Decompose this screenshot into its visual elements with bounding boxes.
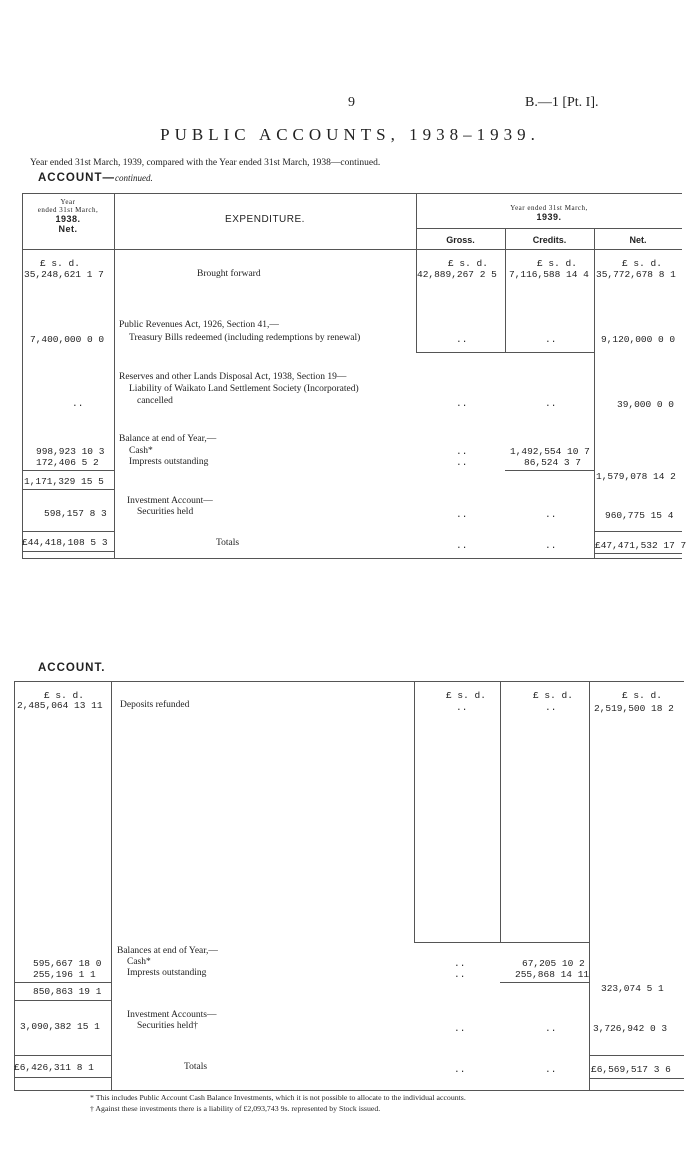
prev-value: 595,667 18 0 [33, 958, 102, 969]
credits-value: 255,868 14 11 [515, 969, 590, 980]
subtotal-rule [14, 1000, 111, 1001]
row-label: Securities held [137, 507, 194, 517]
net-value: 960,775 15 4 [605, 510, 674, 521]
page-number: 9 [348, 95, 355, 110]
unit-label: £ s. d. [44, 690, 84, 701]
row-label: Totals [216, 538, 240, 548]
unit-label: £ s. d. [622, 690, 662, 701]
net-value: 39,000 0 0 [617, 399, 675, 410]
table1-header-rule [22, 249, 682, 250]
unit-label: £ s. d. [448, 258, 488, 269]
net-value: 1,579,078 14 2 [596, 471, 676, 482]
table2-col-rule [589, 681, 590, 1091]
table2-left-rule [14, 681, 15, 1091]
page-title: PUBLIC ACCOUNTS, 1938–1939. [160, 125, 540, 144]
table1-box-rule [416, 352, 594, 353]
credits-value: .. [545, 1023, 557, 1034]
subtotal-rule [14, 982, 111, 983]
credits-value: 86,524 3 7 [524, 457, 582, 468]
subtotal-rule [22, 489, 114, 490]
gross-value: .. [454, 958, 466, 969]
gross-value: .. [456, 334, 468, 345]
row-label: Liability of Waikato Land Settlement Society (Incorporated) [129, 384, 359, 394]
row-label: Balances at end of Year,— [117, 946, 218, 956]
credits-value: 67,205 10 2 [522, 958, 585, 969]
table2-col-rule [111, 681, 112, 1091]
prev-total: £6,426,311 8 1 [14, 1062, 94, 1073]
table2-top-rule [14, 681, 684, 682]
net-value: 2,519,500 18 2 [594, 703, 674, 714]
row-label: Public Revenues Act, 1926, Section 41,— [119, 320, 279, 330]
section-heading-1: ACCOUNT—continued. [38, 172, 153, 184]
unit-label: £ s. d. [533, 690, 573, 701]
prev-value: 850,863 19 1 [33, 986, 102, 997]
double-rule [14, 1077, 111, 1078]
footnote-1: * This includes Public Account Cash Balance Investments, which it is not possible to allocate to the individual accounts. [90, 1093, 466, 1102]
row-label: Balance at end of Year,— [119, 434, 217, 444]
gross-value: .. [454, 1064, 466, 1075]
unit-label: £ s. d. [40, 258, 80, 269]
prev-total: £44,418,108 5 3 [22, 537, 108, 548]
header-net: Net. [629, 235, 647, 245]
row-label: Treasury Bills redeemed (including redemptions by renewal) [129, 333, 361, 343]
credits-value: .. [545, 334, 557, 345]
net-total: £47,471,532 17 7 [595, 540, 687, 551]
net-value: 9,120,000 0 0 [601, 334, 676, 345]
row-label: Investment Account— [127, 496, 213, 506]
double-rule [589, 1078, 684, 1079]
subtotal-rule [505, 470, 594, 471]
header-credits: Credits. [532, 235, 567, 245]
document-reference: B.—1 [Pt. I]. [525, 95, 599, 110]
row-label: Totals [184, 1062, 208, 1072]
credits-value: .. [545, 540, 557, 551]
table1-left-rule [22, 193, 23, 559]
credits-value: 7,116,588 14 4 [509, 269, 589, 280]
total-rule [589, 1055, 684, 1056]
prev-value: 598,157 8 3 [44, 508, 107, 519]
row-label: Brought forward [197, 269, 261, 279]
table2-col-rule [500, 681, 501, 943]
page-subtitle: Year ended 31st March, 1939, compared with the Year ended 31st March, 1938—continued. [30, 158, 381, 168]
table1-bottom-rule [22, 558, 682, 559]
table1-col-rule [114, 193, 115, 559]
gross-value: .. [454, 1023, 466, 1034]
prev-value: 172,406 5 2 [36, 457, 99, 468]
prev-value: 255,196 1 1 [33, 969, 96, 980]
gross-value: .. [456, 398, 468, 409]
row-label: Securities held† [137, 1021, 198, 1031]
table1-subheader-rule [416, 228, 682, 229]
row-label: Imprests outstanding [127, 968, 207, 978]
net-total: £6,569,517 3 6 [591, 1064, 671, 1075]
net-value: 35,772,678 8 1 [596, 269, 676, 280]
footnote-2: † Against these investments there is a liability of £2,093,743 9s. represented by Stock issued. [90, 1104, 381, 1113]
table1-top-rule [22, 193, 682, 194]
subtotal-rule [22, 470, 114, 471]
row-label: Reserves and other Lands Disposal Act, 1938, Section 19— [119, 372, 347, 382]
subtotal-rule [500, 982, 589, 983]
table2-col-rule [414, 681, 415, 943]
unit-label: £ s. d. [537, 258, 577, 269]
section-heading-2: ACCOUNT. [38, 662, 106, 674]
table2-box-rule [414, 942, 589, 943]
prev-value: 1,171,329 15 5 [24, 476, 104, 487]
table1-col-rule [594, 228, 595, 559]
gross-value: .. [456, 457, 468, 468]
net-value: 323,074 5 1 [601, 983, 664, 994]
credits-value: .. [545, 702, 557, 713]
gross-value: .. [456, 702, 468, 713]
prev-value: 35,248,621 1 7 [24, 269, 104, 280]
credits-value: .. [545, 509, 557, 520]
total-rule [22, 531, 114, 532]
table2-bottom-rule [14, 1090, 684, 1091]
credits-value: 1,492,554 10 7 [510, 446, 590, 457]
prev-value: .. [72, 398, 84, 409]
double-rule [22, 551, 114, 552]
row-label: Imprests outstanding [129, 457, 209, 467]
prev-value: 7,400,000 0 0 [30, 334, 105, 345]
header-expenditure: EXPENDITURE. [225, 214, 305, 225]
gross-value: .. [456, 446, 468, 457]
net-value: 3,726,942 0 3 [593, 1023, 668, 1034]
row-label: Investment Accounts— [127, 1010, 217, 1020]
row-label: cancelled [137, 396, 173, 406]
table1-col-rule [505, 228, 506, 353]
row-label: Deposits refunded [120, 700, 190, 710]
gross-value: .. [454, 969, 466, 980]
credits-value: .. [545, 398, 557, 409]
row-label: Cash* [127, 957, 151, 967]
gross-value: .. [456, 509, 468, 520]
credits-value: .. [545, 1064, 557, 1075]
total-rule [14, 1055, 111, 1056]
header-gross: Gross. [446, 235, 475, 245]
prev-value: 3,090,382 15 1 [20, 1021, 100, 1032]
double-rule [594, 553, 682, 554]
gross-value: 42,889,267 2 5 [417, 269, 497, 280]
prev-value: 2,485,064 13 11 [17, 700, 103, 711]
prev-value: 998,923 10 3 [36, 446, 105, 457]
unit-label: £ s. d. [446, 690, 486, 701]
total-rule [594, 531, 682, 532]
header-prev-year: Year ended 31st March, 1938. Net. [37, 198, 99, 234]
unit-label: £ s. d. [622, 258, 662, 269]
header-current-year: Year ended 31st March, 1939. [510, 204, 588, 222]
row-label: Cash* [129, 446, 153, 456]
gross-value: .. [456, 540, 468, 551]
